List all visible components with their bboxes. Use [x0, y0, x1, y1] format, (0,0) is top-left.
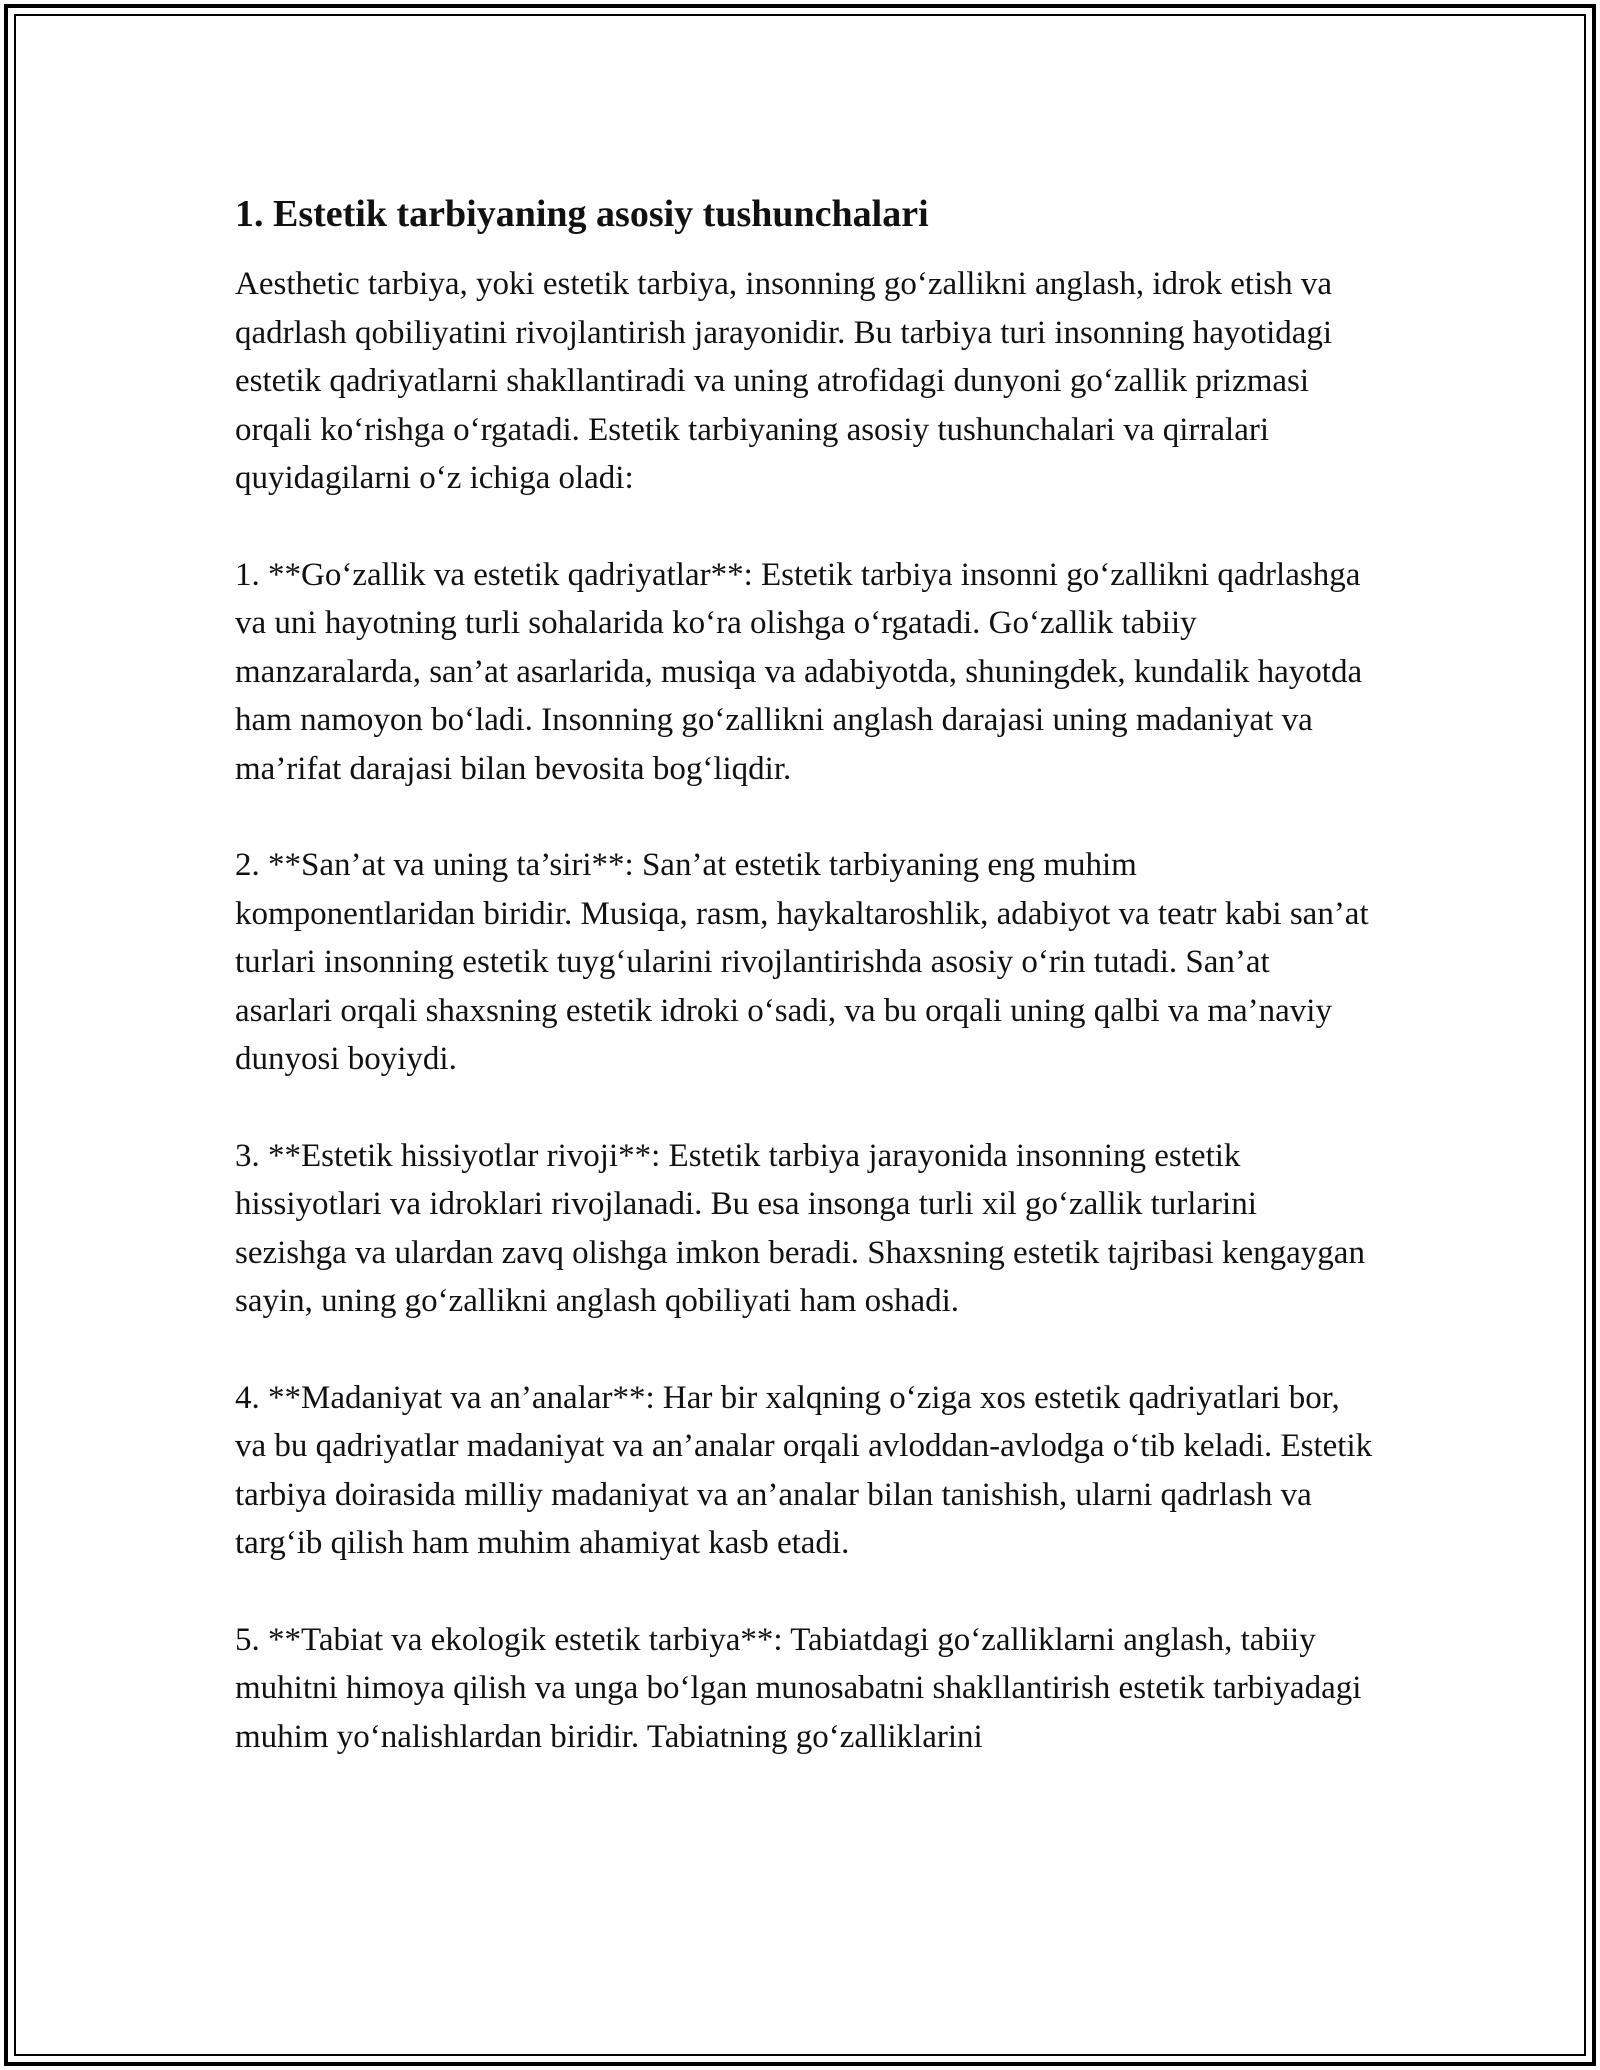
document-body: [235, 186, 1375, 1761]
list-item-beauty-values: 1. **Goʻzallik va estetik qadriyatlar**: Estetik tarbiya insonni goʻzallikni qadrlashga va uni hayotning turli sohalarida koʻra olishga oʻrgatadi. Goʻzallik tabiiy manzaralarda, san’at asarlarida, musiqa va adabiyotda, shuningdek, kundalik hayotda ham namoyon boʻladi. Insonning goʻzallikni anglash darajasi uning madaniyat va ma’rifat darajasi bilan bevosita bogʻliqdir.: [235, 556, 1363, 787]
list-item-aesthetic-feelings: 3. **Estetik hissiyotlar rivoji**: Estetik tarbiya jarayonida insonning estetik hissiyotlari va idroklari rivojlanadi. Bu esa insonga turli xil goʻzallik turlarini sezishga va ulardan zavq olishga imkon beradi. Shaxsning estetik tajribasi kengaygan sayin, uning goʻzallikni anglash qobiliyati ham oshadi.: [235, 1137, 1365, 1319]
list-item-culture-traditions: 4. **Madaniyat va an’analar**: Har bir xalqning oʻziga xos estetik qadriyatlari bor, va bu qadriyatlar madaniyat va an’analar orqali avloddan-avlodga oʻtib keladi. Estetik tarbiya doirasida milliy madaniyat va an’analar bilan tanishish, ularni qadrlash va targʻib qilish ham muhim ahamiyat kasb etadi.: [235, 1379, 1373, 1561]
list-item-nature-ecology: 5. **Tabiat va ekologik estetik tarbiya**: Tabiatdagi goʻzalliklarni anglash, tabiiy muhitni himoya qilish va unga boʻlgan munosabatni shakllantirish estetik tarbiyadagi muhim yoʻnalishlardan biridir. Tabiatning goʻzalliklarini: [235, 1621, 1362, 1755]
list-item-art-influence: 2. **San’at va uning ta’siri**: San’at estetik tarbiyaning eng muhim komponentlaridan biridir. Musiqa, rasm, haykaltaroshlik, adabiyot va teatr kabi san’at turlari insonning estetik tuygʻularini rivojlantirishda asosiy oʻrin tutadi. San’at asarlari orqali shaxsning estetik idroki oʻsadi, va bu orqali uning qalbi va ma’naviy dunyosi boyiydi.: [235, 847, 1369, 1077]
intro-paragraph: Aesthetic tarbiya, yoki estetik tarbiya, insonning goʻzallikni anglash, idrok etish va qadrlash qobiliyatini rivojlantirish jarayonidir. Bu tarbiya turi insonning hayotidagi estetik qadriyatlarni shakllantiradi va uning atrofidagi dunyoni goʻzallik prizmasi orqali koʻrishga oʻrgatadi. Estetik tarbiyaning asosiy tushunchalari va qirralari quyidagilarni oʻz ichiga oladi:: [235, 266, 1333, 496]
section-heading: 1. Estetik tarbiyaning asosiy tushunchalari: [235, 193, 929, 235]
